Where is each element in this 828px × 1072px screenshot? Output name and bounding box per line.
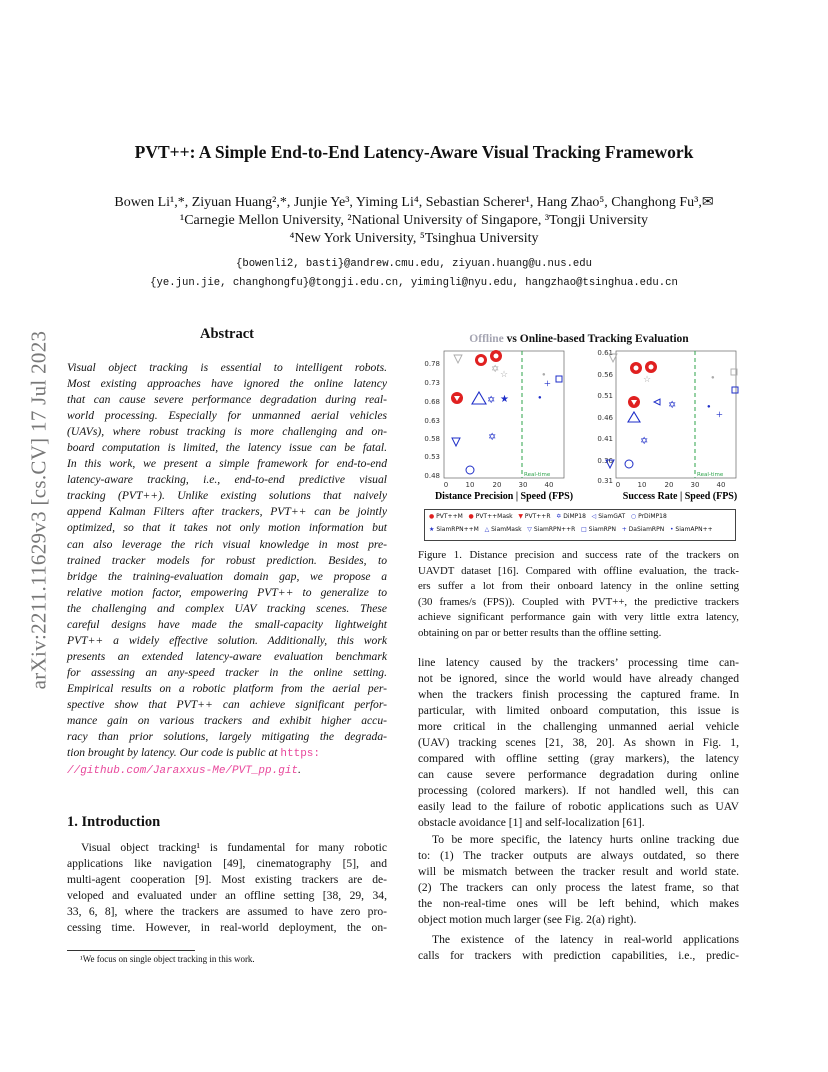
footnote: ¹We focus on single object tracking in this work.: [80, 954, 255, 964]
intro-line: 33, 6, 8], where the trackers are assumed to have zero pro-: [67, 905, 387, 919]
legend-entry: SiamRPN++R: [533, 526, 576, 533]
right-markers: [606, 354, 738, 468]
svg-text:0.31: 0.31: [597, 477, 613, 485]
abstract-line: racy than prior solutions, largely mitigating the degrada-: [67, 730, 387, 744]
svg-text:☆: ☆: [500, 369, 509, 379]
svg-text:●: ●: [542, 372, 546, 378]
body-line: calls for trackers with prediction capabilities, i.e., predic-: [418, 948, 739, 962]
abstract-line: the challenging and complex UAV tracking scenes. These: [67, 601, 387, 615]
body-line: (UAV) tracking scenes [21, 38, 20]. As shown in Fig. 1,: [418, 736, 739, 750]
abstract-heading: Abstract: [200, 326, 254, 342]
left-x-label: Distance Precision | Speed (FPS): [434, 491, 574, 502]
intro-line: cessing time. However, in real-world deployment, the on-: [67, 921, 387, 935]
abstract-line: that can cause severe performance degradation during real-: [67, 393, 387, 407]
abstract-line: can also leverage the rich visual knowledge in most pre-: [67, 537, 387, 551]
authors-line: Bowen Li¹,*, Ziyuan Huang²,*, Junjie Ye³, Yiming Li⁴, Sebastian Scherer¹, Hang Zhao⁵, Changhong Fu³,✉: [114, 195, 714, 210]
intro-body: [67, 840, 387, 936]
legend-entry: SiamRPN: [588, 526, 616, 533]
body-line: processing (colored markers). If not handled well, this can: [418, 784, 739, 798]
legend-entry: PVT++R: [524, 513, 551, 520]
caption-line: obtaining on par or better results than the offline setting.: [418, 626, 662, 639]
svg-text:0: 0: [615, 481, 621, 489]
marker-siamrpn-m: [452, 438, 460, 446]
abstract-line: for assessing an any-speed tracker in the online setting.: [67, 665, 387, 679]
code-link-part2[interactable]: //github.com/Jaraxxus-Me/PVT_pp.git: [67, 765, 299, 778]
figure-title: Offline vs Online-based Tracking Evaluation: [469, 333, 689, 345]
svg-text:●: ●: [711, 375, 715, 381]
body-line: (2) The trackers can only process the latest frame, so that: [418, 880, 739, 894]
right-y-ticks: [597, 349, 613, 485]
abstract-line: optimized, so that it takes not only motion information but: [67, 521, 387, 535]
marker-offline-siamrpn: [454, 355, 462, 363]
body-line: not be ignored, since the world would have already changed: [418, 672, 739, 686]
svg-text:40: 40: [716, 481, 726, 489]
legend-row-1: ● PVT++M ● PVT++Mask ▼ PVT++R ✡ DiMP18 ◁ SiamGAT ○ PrDiMP18: [429, 513, 667, 520]
legend-entry: DiMP18: [563, 513, 586, 520]
intro-heading: 1. Introduction: [67, 814, 161, 830]
body-line: can cause severe performance degradation during online: [418, 768, 739, 782]
svg-text:0.63: 0.63: [424, 417, 440, 425]
body-line: when the trackers finish processing the captured frame. In: [418, 688, 739, 702]
svg-text:10: 10: [465, 481, 475, 489]
svg-text:★: ★: [500, 394, 509, 405]
affiliation-line-1: ¹Carnegie Mellon University, ²National University of Singapore, ³Tongji University: [180, 213, 648, 228]
svg-text:20: 20: [492, 481, 502, 489]
left-markers: [451, 350, 562, 474]
caption-line: Figure 1. Distance precision and success rate of the trackers on: [418, 549, 739, 561]
legend-entry: DaSiamRPN: [628, 526, 665, 533]
abstract-line: trained tracker models for robust prediction. Besides, to: [67, 553, 387, 567]
marker-offline-star: ✡: [491, 364, 500, 375]
marker-dimp: ✡: [487, 395, 496, 406]
footnote-rule: [67, 950, 195, 951]
arxiv-sidebar: [14, 250, 64, 770]
body-line: more critical in the challenging unmanned aerial vehicle: [418, 720, 739, 734]
intro-line: Visual object tracking¹ is fundamental for many robotic: [81, 841, 387, 854]
svg-text:+: +: [716, 407, 723, 421]
abstract-line: careful designs have made the small-capacity lightweight: [67, 617, 387, 631]
svg-text:●: ●: [707, 404, 711, 410]
svg-text:0: 0: [443, 481, 449, 489]
legend-row-2: ★ SiamRPN++M △ SiamMask ▽ SiamRPN++R □ SiamRPN + DaSiamRPN • SiamAPN++: [429, 526, 713, 533]
code-link-part1[interactable]: https:: [280, 748, 320, 761]
figure-caption: [418, 548, 739, 642]
abstract-line: Empirical results on a robotic platform from the aerial per-: [67, 681, 387, 695]
svg-text:✡: ✡: [668, 400, 677, 411]
svg-text:0.58: 0.58: [424, 435, 440, 443]
body-line: easily lead to the failure of robotic applications such as UAV: [418, 800, 739, 814]
body-line: line latency caused by the trackers’ processing time can-: [418, 656, 739, 669]
svg-text:0.73: 0.73: [424, 379, 440, 387]
body-line: to: (1) The tracker outputs are always outdated, so there: [418, 848, 739, 862]
svg-text:0.41: 0.41: [597, 435, 613, 443]
legend-entry: SiamMask: [491, 526, 522, 533]
abstract-line: spective show that PVT++ can achieve significant perfor-: [67, 697, 387, 711]
caption-line: achieve significant performance gain with very little extra latency,: [418, 611, 739, 624]
svg-text:●: ●: [538, 395, 542, 401]
svg-text:0.56: 0.56: [597, 371, 613, 379]
right-x-ticks: [616, 481, 726, 489]
abstract-line: world processing. Especially for unmanned aerial vehicles: [67, 409, 387, 423]
abstract-line: tracking (PVT++). Unlike existing solutions that naively: [67, 489, 387, 503]
marker-siamrpn-box: [556, 376, 562, 382]
svg-text:20: 20: [664, 481, 674, 489]
svg-text:0.51: 0.51: [597, 392, 613, 400]
svg-text:0.36: 0.36: [597, 457, 613, 465]
svg-text:✡: ✡: [640, 436, 649, 447]
svg-text:☆: ☆: [643, 374, 652, 384]
caption-line: UAVDT dataset [16]. Compared with offline evaluation, the track-: [418, 564, 739, 577]
abstract-line: latency-aware tracking, i.e., end-to-end predictive visual: [67, 473, 387, 487]
svg-text:0.46: 0.46: [597, 414, 613, 422]
abstract-line: bridge the training-evaluation domain gap, we propose a: [67, 569, 387, 583]
abstract-line: board computation is limited, the latency issue can be fatal.: [67, 441, 387, 455]
svg-text:0.68: 0.68: [424, 398, 440, 406]
arxiv-id: arXiv:2211.11629v3 [cs.CV] 17 Jul 2023: [26, 330, 51, 690]
svg-text:10: 10: [637, 481, 647, 489]
svg-text:30: 30: [518, 481, 528, 489]
abstract-line: //github.com/Jaraxxus-Me/PVT_pp.git.: [67, 763, 301, 778]
legend-entry: PVT++M: [436, 513, 463, 520]
marker-siammask: [472, 392, 486, 404]
svg-text:0.53: 0.53: [424, 453, 440, 461]
abstract-line: presents an extended latency-aware evaluation benchmark: [67, 649, 387, 663]
body-line: object motion much larger (see Fig. 2(a) right).: [418, 912, 637, 926]
svg-text:0.61: 0.61: [597, 349, 613, 357]
body-line: compared with offline setting (gray markers), the latency: [418, 752, 739, 766]
body-line: will be mismatch between the tracker result and world state.: [418, 864, 739, 878]
body-line: the non-real-time ones will be left behind, which makes: [418, 896, 739, 910]
left-y-ticks: [424, 360, 440, 480]
abstract-body: [67, 360, 387, 779]
intro-line: veloped and evaluated under an offline setting [38, 29, 34,: [67, 889, 387, 903]
right-x-label: Success Rate | Speed (FPS): [622, 491, 738, 502]
body-line: particular, with limited onboard computation, this issue is: [418, 704, 739, 718]
abstract-line: append Kalman Filters after trackers, PVT++ can be jointly: [67, 505, 387, 519]
abstract-line: Visual object tracking is essential to intelligent robots.: [67, 361, 387, 374]
legend-entry: PrDiMP18: [638, 513, 667, 520]
left-realtime-label: Real-time: [524, 472, 551, 478]
legend-entry: SiamAPN++: [675, 526, 713, 533]
email-block: [40, 255, 788, 293]
legend-entry: SiamGAT: [598, 513, 626, 520]
right-column-body: [418, 655, 739, 964]
marker-siamgat: ✡: [488, 432, 497, 443]
body-line: The existence of the latency in real-world applications: [432, 932, 739, 946]
legend-entry: PVT++Mask: [475, 513, 513, 520]
left-x-ticks: [444, 481, 554, 489]
intro-line: multi-agent cooperation [9]. Most existing trackers are de-: [67, 873, 387, 887]
body-line: To be more specific, the latency hurts online tracking due: [432, 832, 739, 846]
affiliation-line-2: ⁴New York University, ⁵Tsinghua University: [289, 231, 539, 246]
right-realtime-label: Real-time: [697, 472, 724, 478]
abstract-line: In this work, we present a simple framework for end-to-end: [67, 457, 387, 471]
caption-line: ers suffer a lot from their onboard latency in the online setting: [418, 580, 739, 593]
figure-1: [418, 330, 740, 508]
email-line-1: {bowenli2, basti}@andrew.cmu.edu, ziyuan.huang@u.nus.edu: [235, 258, 592, 270]
figure-legend: [424, 509, 736, 541]
abstract-line: (UAVs), where robust tracking is more challenging and on-: [67, 425, 387, 439]
marker-siamrpn-plus: +: [544, 376, 551, 390]
abstract-line: mance gain on various trackers and exhibit higher accu-: [67, 714, 387, 728]
svg-text:40: 40: [544, 481, 554, 489]
abstract-line: tion brought by latency. Our code is public at https:: [67, 746, 320, 761]
body-line: obstacle avoidance [1] and self-localization [61].: [418, 816, 645, 830]
email-line-2: {ye.jun.jie, changhongfu}@tongji.edu.cn, yimingli@nyu.edu, hangzhao@tsinghua.edu.cn: [150, 277, 678, 289]
abstract-line: Most existing approaches have ignored the online latency: [67, 377, 387, 391]
svg-text:0.48: 0.48: [424, 472, 440, 480]
legend-entry: SiamRPN++M: [436, 526, 479, 533]
abstract-line: PVT++ a widely effective solution. Additionally, this work: [67, 633, 387, 647]
caption-line: (30 frames/s (FPS)). Coupled with PVT++, the predictive trackers: [418, 595, 739, 608]
abstract-line: relative motion factor, empowering PVT++ to generalize to: [67, 585, 387, 599]
svg-text:0.78: 0.78: [424, 360, 440, 368]
intro-line: applications like navigation [49], cinematography [5], and: [67, 857, 387, 871]
author-block: [40, 194, 788, 248]
svg-text:30: 30: [690, 481, 700, 489]
paper-title: PVT++: A Simple End-to-End Latency-Aware Visual Tracking Framework: [134, 142, 694, 162]
marker-prdimp: [466, 466, 474, 474]
